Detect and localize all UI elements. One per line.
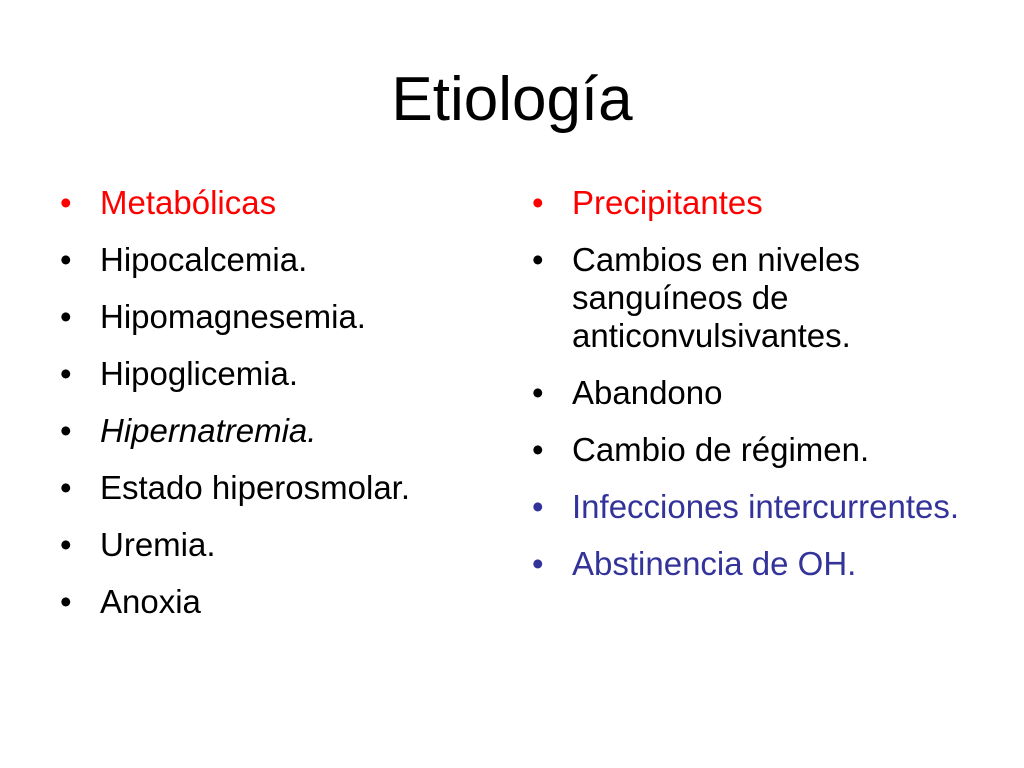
list-item-text: Cambio de régimen. <box>572 431 870 468</box>
bullet-icon: • <box>60 412 72 449</box>
bullet-icon: • <box>60 241 72 278</box>
list-item-text: Cambios en niveles sanguíneos de anticonvulsivantes. <box>572 241 860 354</box>
list-item <box>530 374 970 412</box>
bullet-icon: • <box>60 469 72 506</box>
bullet-icon: • <box>60 184 72 221</box>
list-item <box>530 431 970 469</box>
list-item-text: Estado hiperosmolar. <box>100 469 411 506</box>
list-item-text: Abstinencia de OH. <box>572 545 857 582</box>
bullet-icon: • <box>60 355 72 392</box>
list-item <box>58 469 498 507</box>
list-item-text: Hipernatremia. <box>100 412 317 449</box>
bullet-icon: • <box>532 488 544 525</box>
bullet-icon: • <box>60 583 72 620</box>
list-item <box>58 583 498 621</box>
list-item <box>530 545 970 583</box>
right-bullet-list <box>530 184 970 602</box>
bullet-icon: • <box>532 184 544 221</box>
list-item-text: Abandono <box>572 374 723 411</box>
list-item <box>58 184 498 222</box>
list-item <box>530 184 970 222</box>
list-item <box>530 488 970 526</box>
list-item-text: Infecciones intercurrentes. <box>572 488 960 525</box>
list-item-text: Metabólicas <box>100 184 277 221</box>
list-item <box>58 241 498 279</box>
left-bullet-list <box>58 184 498 640</box>
list-item-text: Precipitantes <box>572 184 763 221</box>
list-item-text: Hipocalcemia. <box>100 241 308 278</box>
list-item <box>58 526 498 564</box>
list-item-text: Hipoglicemia. <box>100 355 299 392</box>
bullet-icon: • <box>60 298 72 335</box>
list-item <box>58 298 498 336</box>
list-item-text: Uremia. <box>100 526 216 563</box>
bullet-icon: • <box>60 526 72 563</box>
bullet-icon: • <box>532 431 544 468</box>
slide-title: Etiología <box>391 65 633 134</box>
list-item <box>58 355 498 393</box>
list-item <box>58 412 498 450</box>
list-item-text: Hipomagnesemia. <box>100 298 366 335</box>
bullet-icon: • <box>532 241 544 278</box>
bullet-icon: • <box>532 545 544 582</box>
list-item-text: Anoxia <box>100 583 201 620</box>
bullet-icon: • <box>532 374 544 411</box>
list-item <box>530 241 970 355</box>
